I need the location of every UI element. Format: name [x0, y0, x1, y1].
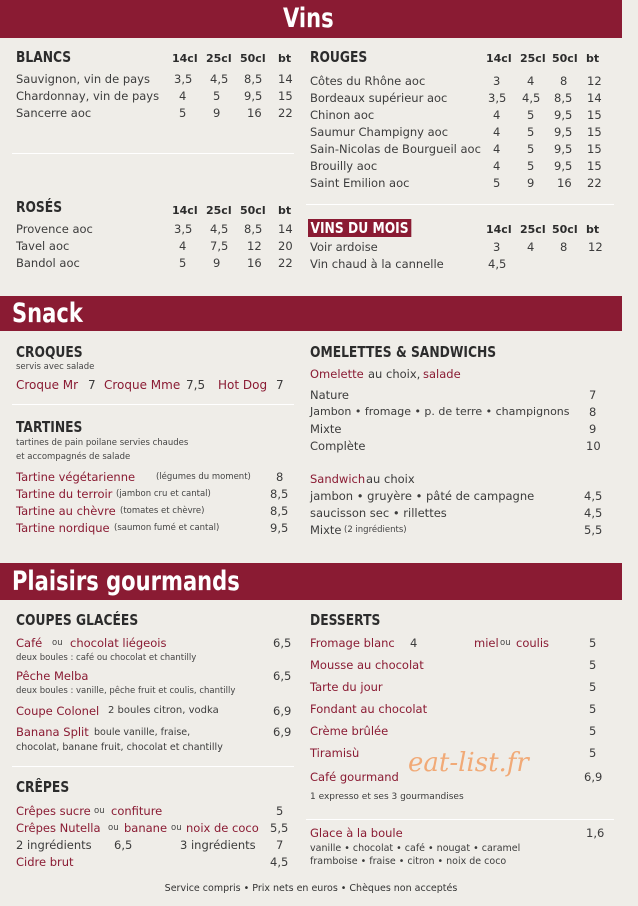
- item-detail: (légumes du moment): [156, 472, 251, 482]
- item-name: coulis: [516, 636, 550, 650]
- price: 3: [493, 240, 501, 254]
- price: 4: [179, 89, 187, 103]
- wine-row: [310, 74, 610, 91]
- price: 5: [179, 256, 187, 270]
- salade-word: salade: [423, 367, 461, 381]
- item-name: chocolat liégeois: [70, 636, 167, 650]
- desserts-title: DESSERTS: [310, 611, 381, 629]
- price: 9,5: [554, 108, 573, 122]
- list-item: [16, 855, 296, 872]
- price: 20: [278, 239, 293, 253]
- croque-mr: Croque Mr: [16, 378, 79, 392]
- item-desc: chocolat, banane fruit, chocolat et chantilly: [16, 742, 223, 753]
- wine-row: [310, 108, 610, 125]
- list-item: [310, 422, 605, 439]
- wine-row: [310, 91, 610, 108]
- item-name: Tartine au chèvre: [16, 504, 116, 518]
- item-name: Tartine nordique: [16, 521, 110, 535]
- banner-plaisirs: [0, 563, 622, 600]
- price: 12: [247, 239, 262, 253]
- list-item: [310, 489, 605, 506]
- wine-row: [310, 257, 610, 274]
- item-name: Fondant au chocolat: [310, 702, 428, 716]
- item-name: Banana Split: [16, 725, 89, 739]
- list-item: [310, 826, 605, 843]
- item-name: Crêpes sucre: [16, 804, 91, 818]
- item-detail: (tomates et chèvre): [120, 506, 205, 516]
- item-desc: deux boules : vanille, pêche fruit et coulis, chantilly: [16, 686, 236, 696]
- price: 3: [493, 74, 501, 88]
- price: 4,5: [270, 855, 289, 869]
- blancs-col-bt: bt: [278, 52, 292, 65]
- omelettes-title: OMELETTES & SANDWICHS: [310, 343, 497, 361]
- price: 5,5: [270, 821, 289, 835]
- price: 8,5: [554, 91, 573, 105]
- item-name: saucisson sec • rillettes: [310, 506, 447, 520]
- list-item: [310, 658, 605, 680]
- price: 8: [560, 240, 568, 254]
- list-item: [16, 521, 296, 538]
- item-name: Tartine végétarienne: [16, 470, 136, 484]
- price: 7: [276, 378, 284, 392]
- list-item: [16, 821, 296, 838]
- or-word: ou: [94, 806, 105, 816]
- list-item: [310, 724, 605, 746]
- wine-name: Brouilly aoc: [310, 159, 378, 173]
- wine-name: Saumur Champigny aoc: [310, 125, 449, 139]
- mois-col-14: 14cl: [486, 223, 512, 236]
- tartines-section: [16, 418, 296, 538]
- price: 4: [527, 240, 535, 254]
- blancs-col-50: 50cl: [240, 52, 266, 65]
- price: 3,5: [174, 222, 193, 236]
- wine-name: Côtes du Rhône aoc: [310, 74, 426, 88]
- list-item: [310, 523, 605, 540]
- list-item: [310, 388, 605, 405]
- wine-row: [310, 176, 610, 193]
- item-detail: boule vanille, fraise,: [94, 727, 191, 738]
- or-word: ou: [52, 638, 63, 648]
- wine-row: [16, 222, 298, 239]
- divider: [12, 153, 294, 154]
- price: 8: [589, 405, 597, 419]
- price: 10: [586, 439, 601, 453]
- price: 5: [213, 89, 221, 103]
- price: 1,6: [586, 826, 605, 840]
- divider: [12, 766, 294, 767]
- item-name: Coupe Colonel: [16, 704, 100, 718]
- price: 15: [587, 125, 602, 139]
- vins-du-mois-title: VINS DU MOIS: [308, 219, 411, 237]
- roses-col-14: 14cl: [172, 204, 198, 217]
- price: 4,5: [210, 72, 229, 86]
- wine-name: Tavel aoc: [16, 239, 70, 253]
- price: 6,9: [273, 704, 292, 718]
- rouges-list: [310, 74, 610, 193]
- price: 5: [589, 702, 597, 716]
- price: 6,5: [114, 838, 133, 852]
- price: 12: [587, 74, 602, 88]
- price: 4: [493, 159, 501, 173]
- price: 15: [278, 89, 293, 103]
- blancs-title: BLANCS: [16, 48, 72, 66]
- item-name: Café: [16, 636, 43, 650]
- divider: [306, 204, 614, 205]
- banner-plaisirs-title: Plaisirs gourmands: [12, 566, 240, 597]
- croques-subtitle: servis avec salade: [16, 362, 95, 372]
- price: 8,5: [244, 222, 263, 236]
- price: 6,9: [584, 770, 603, 784]
- tartines-subtitle-1: tartines de pain poilane servies chaudes: [16, 438, 189, 448]
- price: 5: [589, 658, 597, 672]
- price: 4: [410, 636, 418, 650]
- price: 9,5: [244, 89, 263, 103]
- price: 9,5: [554, 142, 573, 156]
- item-detail: 2 boules citron, vodka: [108, 705, 219, 716]
- omelettes-list: [310, 388, 605, 456]
- price: 5: [589, 724, 597, 738]
- blancs-list: [16, 72, 298, 123]
- wine-row: [16, 106, 298, 123]
- au-choix: au choix,: [368, 367, 421, 381]
- price: 4: [493, 108, 501, 122]
- item-desc: deux boules : café ou chocolat et chantilly: [16, 653, 197, 663]
- price: 6,9: [273, 725, 292, 739]
- item-desc: 1 expresso et ses 3 gourmandises: [310, 792, 464, 802]
- price: 8,5: [270, 504, 289, 518]
- mois-col-50: 50cl: [552, 223, 578, 236]
- rouges-section: [310, 48, 610, 190]
- price: 5: [276, 804, 284, 818]
- coupes-title: COUPES GLACÉES: [16, 611, 139, 629]
- price: 9,5: [554, 125, 573, 139]
- rouges-col-bt: bt: [586, 52, 600, 65]
- price: 12: [588, 240, 603, 254]
- wine-name: Sauvignon, vin de pays: [16, 72, 150, 86]
- price: 8: [560, 74, 568, 88]
- price: 14: [587, 91, 602, 105]
- list-item: [310, 405, 605, 422]
- price: 5: [527, 142, 535, 156]
- price: 14: [278, 222, 293, 236]
- banner-snack: [0, 296, 622, 331]
- omelettes-section: [310, 343, 605, 540]
- wine-row: [16, 239, 298, 256]
- crepes-title: CRÊPES: [16, 778, 70, 796]
- price: 7,5: [186, 378, 206, 392]
- item-detail: (jambon cru et cantal): [116, 489, 211, 499]
- wine-name: Chardonnay, vin de pays: [16, 89, 160, 103]
- item-name: Fromage blanc: [310, 636, 395, 650]
- price: 3,5: [488, 91, 507, 105]
- wine-row: [310, 125, 610, 142]
- price: 8: [276, 470, 284, 484]
- vins-du-mois-section: [308, 218, 608, 271]
- wine-name: Sain-Nicolas de Bourgueil aoc: [310, 142, 481, 156]
- wine-row: [310, 240, 610, 257]
- au-choix: au choix: [366, 472, 415, 486]
- item-name: banane: [124, 821, 168, 835]
- mois-col-bt: bt: [586, 223, 600, 236]
- price: 8,5: [270, 487, 289, 501]
- wine-name: Provence aoc: [16, 222, 93, 236]
- price: 6,5: [273, 669, 292, 683]
- price: 5: [527, 159, 535, 173]
- item-name: miel: [474, 636, 499, 650]
- list-item: [310, 680, 605, 702]
- price: 15: [587, 108, 602, 122]
- item-name: Mixte: [310, 422, 342, 436]
- price: 16: [247, 106, 262, 120]
- list-item: [16, 504, 296, 521]
- wine-row: [16, 89, 298, 106]
- list-item: [16, 838, 296, 855]
- price: 5: [589, 680, 597, 694]
- price: 9: [589, 422, 597, 436]
- price: 8,5: [244, 72, 263, 86]
- price: 7: [88, 378, 96, 392]
- price: 9,5: [270, 521, 289, 535]
- price: 6,5: [273, 636, 292, 650]
- sandwich-word: Sandwich: [310, 472, 366, 486]
- item-name: Tartine du terroir: [16, 487, 113, 501]
- price: 22: [278, 256, 293, 270]
- blancs-col-14: 14cl: [172, 52, 198, 65]
- mois-list: [310, 240, 610, 274]
- price: 4: [527, 74, 535, 88]
- item-desc: vanille • chocolat • café • nougat • caramel: [310, 843, 521, 854]
- wine-name: Saint Emilion aoc: [310, 176, 410, 190]
- item-name: Complète: [310, 439, 366, 453]
- price: 3,5: [174, 72, 193, 86]
- rouges-col-25: 25cl: [520, 52, 546, 65]
- crepes-section: [16, 778, 296, 872]
- sandwich-subtitle: [310, 472, 605, 489]
- blancs-section: [16, 48, 298, 120]
- item-name: Crêpes Nutella: [16, 821, 101, 835]
- list-item: [16, 669, 296, 686]
- wine-name: Sancerre aoc: [16, 106, 92, 120]
- mois-col-25: 25cl: [520, 223, 546, 236]
- wine-row: [16, 72, 298, 89]
- price: 9: [213, 106, 221, 120]
- list-item: [16, 470, 296, 487]
- item-name: Café gourmand: [310, 770, 399, 784]
- rouges-col-14: 14cl: [486, 52, 512, 65]
- or-word: ou: [108, 823, 119, 833]
- tartines-list: [16, 470, 296, 538]
- sandwich-list: [310, 489, 605, 540]
- banner-snack-title: Snack: [12, 298, 83, 329]
- item-name: 2 ingrédients: [16, 838, 92, 852]
- wine-name: Chinon aoc: [310, 108, 375, 122]
- price: 4,5: [522, 91, 541, 105]
- item-name: noix de coco: [186, 821, 259, 835]
- price: 16: [557, 176, 572, 190]
- hot-dog: Hot Dog: [218, 378, 268, 392]
- price: 4,5: [584, 506, 603, 520]
- price: 5,5: [584, 523, 603, 537]
- wine-row: [16, 256, 298, 273]
- list-item: [310, 439, 605, 456]
- list-item: [16, 804, 296, 821]
- wine-name: Bordeaux supérieur aoc: [310, 91, 448, 105]
- footer-note: Service compris • Prix nets en euros • Chèques non acceptés: [164, 883, 458, 894]
- price: 5: [179, 106, 187, 120]
- wine-name: Voir ardoise: [310, 240, 378, 254]
- price: 9,5: [554, 159, 573, 173]
- price: 4,5: [210, 222, 229, 236]
- roses-list: [16, 222, 298, 273]
- blancs-col-25: 25cl: [206, 52, 232, 65]
- price: 22: [587, 176, 602, 190]
- price: 9: [527, 176, 535, 190]
- price: 4: [493, 125, 501, 139]
- roses-col-bt: bt: [278, 204, 292, 217]
- price: 5: [589, 746, 597, 760]
- croques-row: [16, 378, 296, 395]
- banner-vins: [0, 0, 622, 38]
- list-item: [16, 636, 296, 653]
- price: 7: [276, 838, 284, 852]
- rouges-title: ROUGES: [310, 48, 368, 66]
- banner-vins-title: Vins: [283, 3, 334, 34]
- wine-row: [310, 142, 610, 159]
- divider: [306, 819, 614, 820]
- rouges-col-50: 50cl: [552, 52, 578, 65]
- item-name: jambon • gruyère • pâté de campagne: [310, 489, 535, 503]
- price: 15: [587, 142, 602, 156]
- price: 7,5: [210, 239, 229, 253]
- item-name: Pêche Melba: [16, 669, 89, 683]
- wine-name: Vin chaud à la cannelle: [310, 257, 444, 271]
- list-item: [310, 636, 605, 658]
- croques-title: CROQUES: [16, 343, 83, 361]
- list-item: [310, 702, 605, 724]
- item-detail: (saumon fumé et cantal): [114, 523, 220, 533]
- item-name: confiture: [111, 804, 163, 818]
- croques-section: [16, 343, 296, 395]
- item-name: Tarte du jour: [310, 680, 383, 694]
- coupes-section: [16, 611, 296, 753]
- price: 5: [493, 176, 501, 190]
- price: 16: [247, 256, 262, 270]
- item-name: Mousse au chocolat: [310, 658, 424, 672]
- price: 4,5: [584, 489, 603, 503]
- item-name: Tiramisù: [310, 746, 360, 760]
- price: 5: [589, 636, 597, 650]
- list-item: [16, 725, 296, 742]
- tartines-subtitle-2: et accompagnés de salade: [16, 452, 131, 462]
- croque-mme: Croque Mme: [104, 378, 181, 392]
- item-detail: (2 ingrédients): [344, 525, 407, 535]
- omelette-subtitle: [310, 367, 605, 384]
- list-item: [16, 704, 296, 721]
- or-word: ou: [171, 823, 182, 833]
- item-name: Crème brûlée: [310, 724, 389, 738]
- watermark-text: eat-list.fr: [408, 748, 529, 778]
- item-name: Jambon • fromage • p. de terre • champignons: [310, 405, 570, 418]
- roses-title: ROSÉS: [16, 198, 63, 216]
- price: 4,5: [488, 257, 507, 271]
- price: 15: [587, 159, 602, 173]
- omelette-word: Omelette: [310, 367, 364, 381]
- price: 9: [213, 256, 221, 270]
- divider: [12, 404, 294, 405]
- item-name: Cidre brut: [16, 855, 74, 869]
- item-name: Mixte: [310, 523, 342, 537]
- item-desc: framboise • fraise • citron • noix de coco: [310, 856, 507, 867]
- price: 22: [278, 106, 293, 120]
- or-word: ou: [500, 638, 511, 648]
- wine-row: [310, 159, 610, 176]
- desserts-section: [310, 611, 605, 867]
- roses-section: [16, 198, 298, 270]
- wine-name: Bandol aoc: [16, 256, 80, 270]
- list-item: [16, 487, 296, 504]
- item-name: 3 ingrédients: [180, 838, 256, 852]
- item-name: Nature: [310, 388, 349, 402]
- tartines-title: TARTINES: [16, 418, 83, 436]
- roses-col-50: 50cl: [240, 204, 266, 217]
- roses-col-25: 25cl: [206, 204, 232, 217]
- price: 14: [278, 72, 293, 86]
- price: 5: [527, 108, 535, 122]
- price: 7: [589, 388, 597, 402]
- list-item: [310, 506, 605, 523]
- price: 4: [179, 239, 187, 253]
- item-name: Glace à la boule: [310, 826, 403, 840]
- price: 5: [527, 125, 535, 139]
- price: 4: [493, 142, 501, 156]
